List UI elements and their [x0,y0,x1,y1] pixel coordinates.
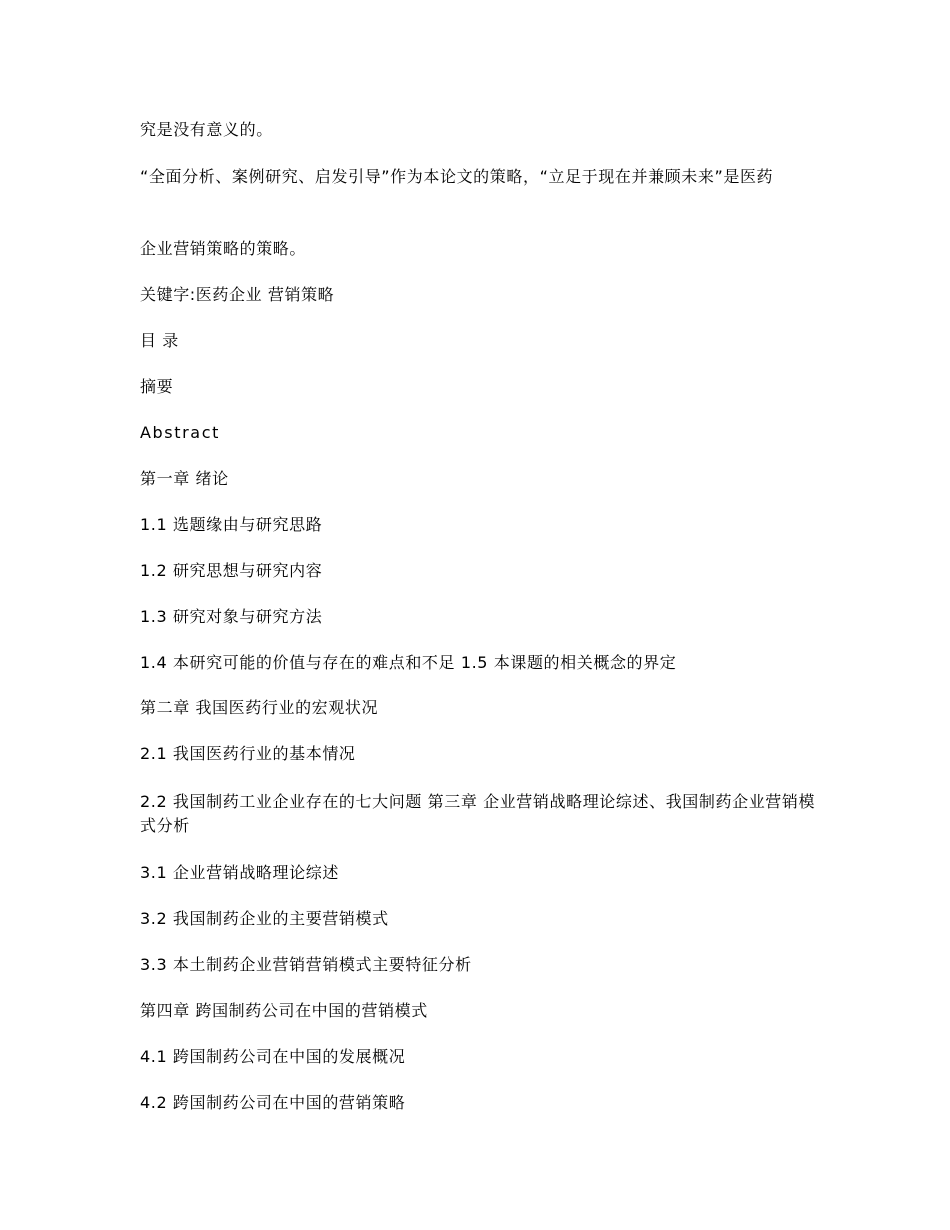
toc-entry: 4.2 跨国制药公司在中国的营销策略 [140,1093,406,1112]
toc-entry: 第一章 绪论 [140,469,229,488]
toc-entry-abstract-en: Abstract [140,423,220,442]
toc-entry: 第四章 跨国制药公司在中国的营销模式 [140,1001,428,1020]
paragraph-text: 究是没有意义的。 [140,120,273,139]
toc-entry: 2.2 我国制药工业企业存在的七大问题 第三章 企业营销战略理论综述、我国制药企业营销模式分析 [140,792,816,835]
toc-entry: 3.1 企业营销战略理论综述 [140,863,339,882]
paragraph-text: 企业营销策略的策略。 [140,239,307,258]
toc-entry-abstract-cn: 摘要 [140,377,174,396]
toc-entry: 1.3 研究对象与研究方法 [140,607,323,626]
toc-entry: 2.1 我国医药行业的基本情况 [140,744,356,763]
keywords-line: 关键字:医药企业 营销策略 [140,285,335,304]
toc-entry: 3.2 我国制药企业的主要营销模式 [140,909,389,928]
toc-entry: 第二章 我国医药行业的宏观状况 [140,698,379,717]
toc-entry: 1.1 选题缘由与研究思路 [140,515,323,534]
toc-entry: 3.3 本土制药企业营销营销模式主要特征分析 [140,955,472,974]
paragraph-text: “全面分析、案例研究、启发引导”作为本论文的策略，“立足于现在并兼顾未来”是医药 [140,167,774,186]
toc-entry: 1.2 研究思想与研究内容 [140,561,323,580]
toc-title: 目 录 [140,331,179,350]
toc-entry: 1.4 本研究可能的价值与存在的难点和不足 1.5 本课题的相关概念的界定 [140,653,677,672]
toc-entry: 4.1 跨国制药公司在中国的发展概况 [140,1047,406,1066]
